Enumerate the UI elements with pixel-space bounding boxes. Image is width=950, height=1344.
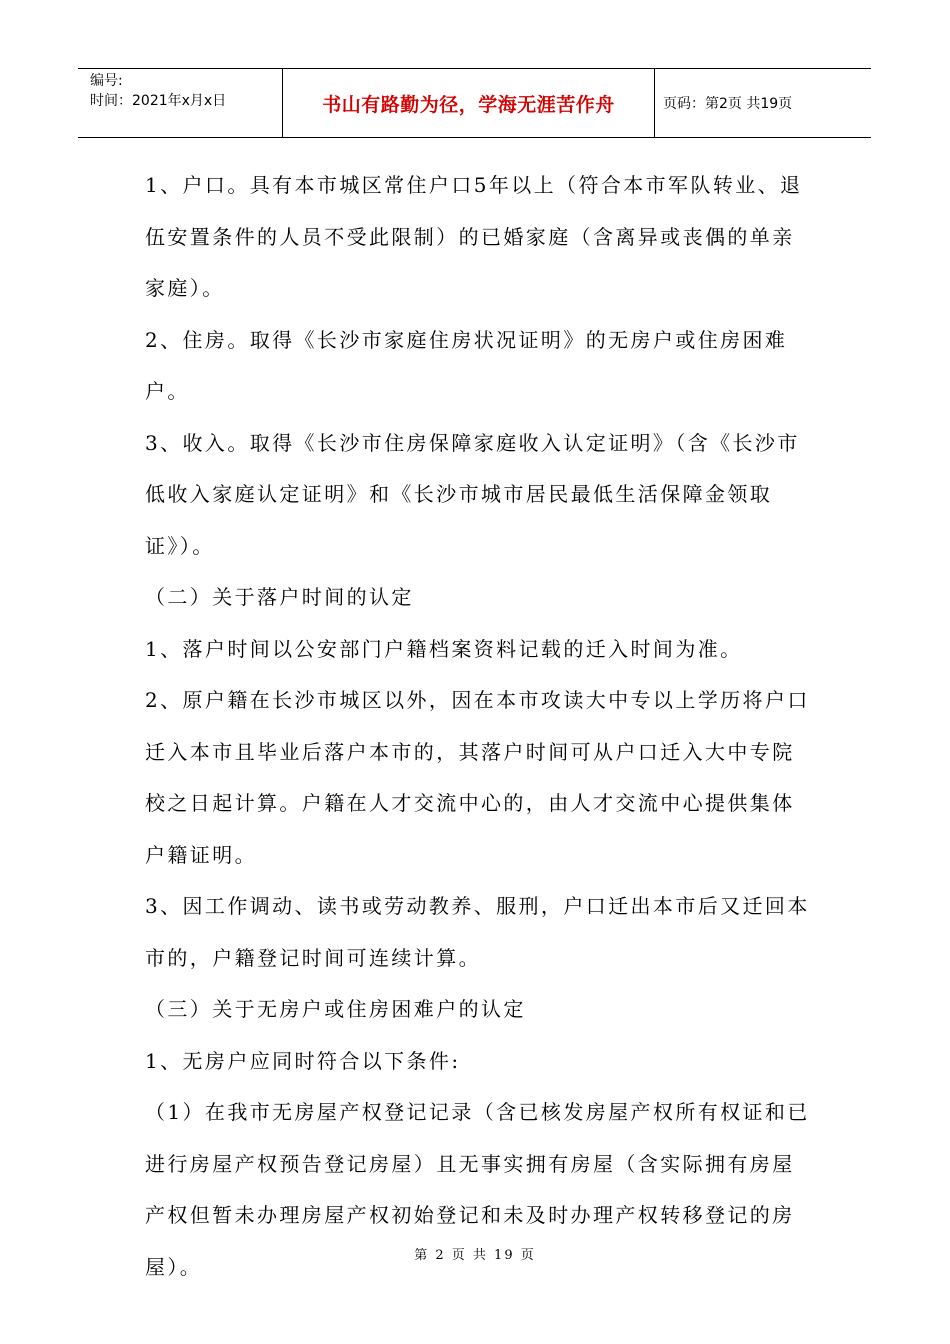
page-code-text: 页码：第2页 共19页 [663, 96, 793, 112]
section-heading: （三）关于无房户或住房困难户的认定 [145, 997, 526, 1021]
motto-text: 书山有路勤为径，学海无涯苦作舟 [322, 93, 615, 116]
page-header [78, 68, 871, 138]
paragraph: （1）在我市无房屋产权登记记录（含已核发房屋产权所有权证和已进行房屋产权预告登记房屋）且无事实拥有房屋（含实际拥有房屋产权但暂未办理房屋产权初始登记和未及时办理产权转移登记的房屋）。 [145, 1100, 810, 1279]
document-body [145, 160, 815, 1293]
footer-page-number: 第 2 页 共 19 页 [414, 1248, 536, 1263]
paragraph: 1、户口。具有本市城区常住户口5年以上（符合本市军队转业、退伍安置条件的人员不受此限制）的已婚家庭（含离异或丧偶的单亲家庭）。 [145, 173, 803, 300]
paragraph: 1、无房户应同时符合以下条件: [145, 1048, 461, 1073]
paragraph: 2、住房。取得《长沙市家庭住房状况证明》的无房户或住房困难户。 [145, 327, 788, 403]
date-label: 时间：2021年x月x日 [90, 93, 227, 109]
header-meta [78, 69, 283, 137]
paragraph: 3、收入。取得《长沙市住房保障家庭收入认定证明》（含《长沙市低收入家庭认定证明》和《长沙市城市居民最低生活保障金领取证》）。 [145, 430, 800, 558]
header-motto-cell [283, 69, 655, 137]
header-page-code [655, 69, 871, 137]
paragraph: 1、落户时间以公安部门户籍档案资料记载的迁入时间为准。 [145, 636, 743, 661]
paragraph: 3、因工作调动、读书或劳动教养、服刑，户口迁出本市后又迁回本市的，户籍登记时间可连续计算。 [145, 894, 810, 970]
paragraph: 2、原户籍在长沙市城区以外，因在本市攻读大中专以上学历将户口迁入本市且毕业后落户本市的，其落户时间可从户口迁入大中专院校之日起计算。户籍在人才交流中心的，由人才交流中心提供集体户籍证明。 [145, 688, 810, 867]
page-footer [0, 1244, 950, 1263]
number-label: 编号: [90, 73, 123, 89]
section-heading: （二）关于落户时间的认定 [145, 585, 414, 609]
